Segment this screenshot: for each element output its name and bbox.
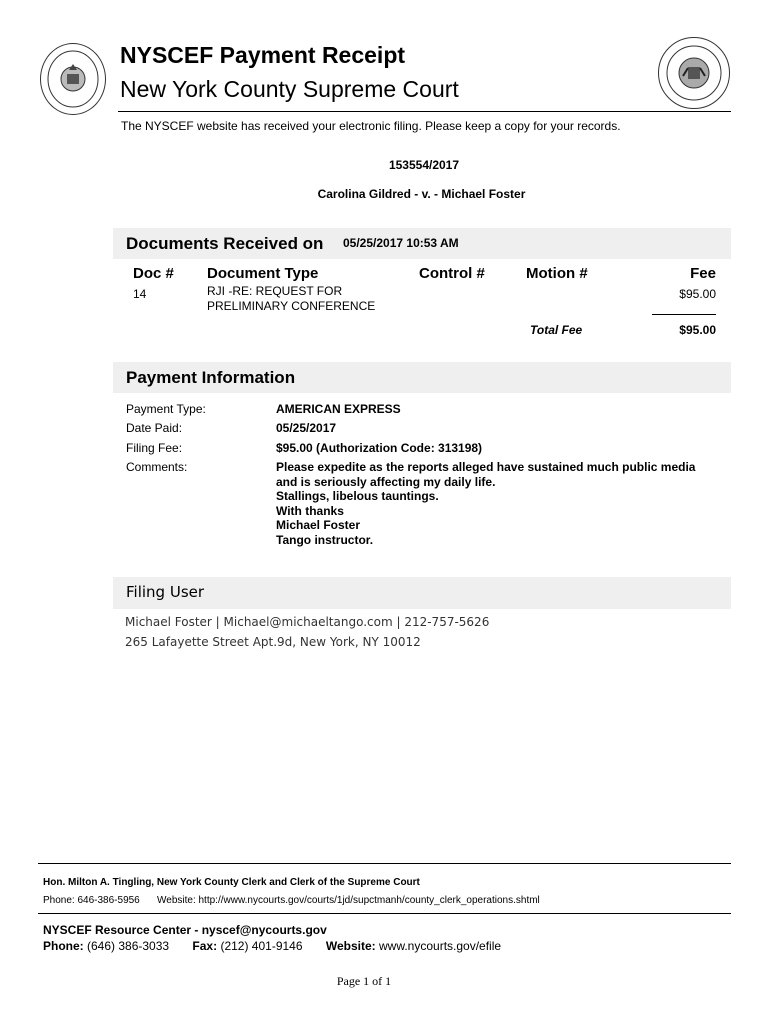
fax-label: Fax: bbox=[192, 939, 218, 953]
resource-center-contacts bbox=[43, 939, 501, 953]
date-paid-value: 05/25/2017 bbox=[276, 421, 337, 435]
website-link[interactable]: www.nycourts.gov/efile bbox=[379, 939, 502, 953]
documents-section-header bbox=[113, 228, 731, 259]
resource-center: NYSCEF Resource Center - nyscef@nycourts.gov bbox=[43, 923, 327, 937]
date-paid-label: Date Paid: bbox=[126, 421, 183, 435]
clerk-phone: Phone: 646-386-5956 bbox=[43, 895, 140, 906]
payment-type-label: Payment Type: bbox=[126, 402, 206, 416]
filing-user-address: 265 Lafayette Street Apt.9d, New York, NY 10012 bbox=[125, 635, 421, 649]
case-number: 153554/2017 bbox=[388, 158, 460, 172]
clerk-website: Website: http://www.nycourts.gov/courts/1jd/supctmanh/county_clerk_operations.shtml bbox=[157, 895, 540, 906]
phone-label: Phone: bbox=[43, 939, 84, 953]
documents-heading: Documents Received on bbox=[126, 234, 324, 253]
header-divider bbox=[118, 111, 731, 112]
total-fee-label: Total Fee bbox=[530, 323, 583, 337]
comments-value: Please expedite as the reports alleged have sustained much public media and is seriously affecting my daily life. Stallings, libelous tauntings. With thanks Michael Foster Tango instructor. bbox=[276, 460, 696, 547]
new-york-state-seal-icon bbox=[40, 43, 106, 115]
doc-fee: $95.00 bbox=[679, 287, 716, 301]
filing-fee-label: Filing Fee: bbox=[126, 441, 183, 455]
page-title: NYSCEF Payment Receipt bbox=[120, 42, 406, 68]
doc-number: 14 bbox=[133, 287, 147, 301]
intro-text: The NYSCEF website has received your electronic filing. Please keep a copy for your records. bbox=[121, 119, 621, 133]
total-fee-value: $95.00 bbox=[679, 323, 716, 337]
column-header-control: Control # bbox=[419, 265, 485, 282]
clerk-name: Hon. Milton A. Tingling, New York County Clerk and Clerk of the Supreme Court bbox=[43, 877, 420, 888]
filing-user-section-header bbox=[113, 577, 731, 609]
footer-divider-bottom bbox=[38, 913, 731, 914]
payment-heading: Payment Information bbox=[126, 368, 296, 387]
footer-divider-top bbox=[38, 863, 731, 864]
case-title: Carolina Gildred - v. - Michael Foster bbox=[317, 187, 526, 201]
county-of-new-york-seal-icon bbox=[658, 37, 730, 109]
filing-user-heading: Filing User bbox=[126, 583, 205, 601]
fax-value: (212) 401-9146 bbox=[220, 939, 303, 953]
received-datetime: 05/25/2017 10:53 AM bbox=[343, 236, 459, 250]
total-divider bbox=[652, 314, 716, 315]
comments-label: Comments: bbox=[126, 460, 188, 474]
payment-type-value: AMERICAN EXPRESS bbox=[276, 402, 401, 416]
document-type-line2: PRELIMINARY CONFERENCE bbox=[207, 299, 376, 313]
court-name: New York County Supreme Court bbox=[120, 76, 459, 102]
document-type-line1: RJI -RE: REQUEST FOR bbox=[207, 284, 343, 298]
column-header-fee: Fee bbox=[690, 265, 716, 282]
column-header-motion: Motion # bbox=[526, 265, 588, 282]
website-label: Website: bbox=[325, 939, 376, 953]
column-header-doc: Doc # bbox=[133, 265, 174, 282]
filing-fee-value: $95.00 (Authorization Code: 313198) bbox=[276, 441, 483, 455]
filing-user-contact: Michael Foster | Michael@michaeltango.com | 212-757-5626 bbox=[125, 615, 490, 629]
page-number: Page 1 of 1 bbox=[336, 974, 392, 988]
column-header-document-type: Document Type bbox=[207, 265, 319, 282]
phone-value: (646) 386-3033 bbox=[87, 939, 170, 953]
payment-section-header bbox=[113, 362, 731, 393]
